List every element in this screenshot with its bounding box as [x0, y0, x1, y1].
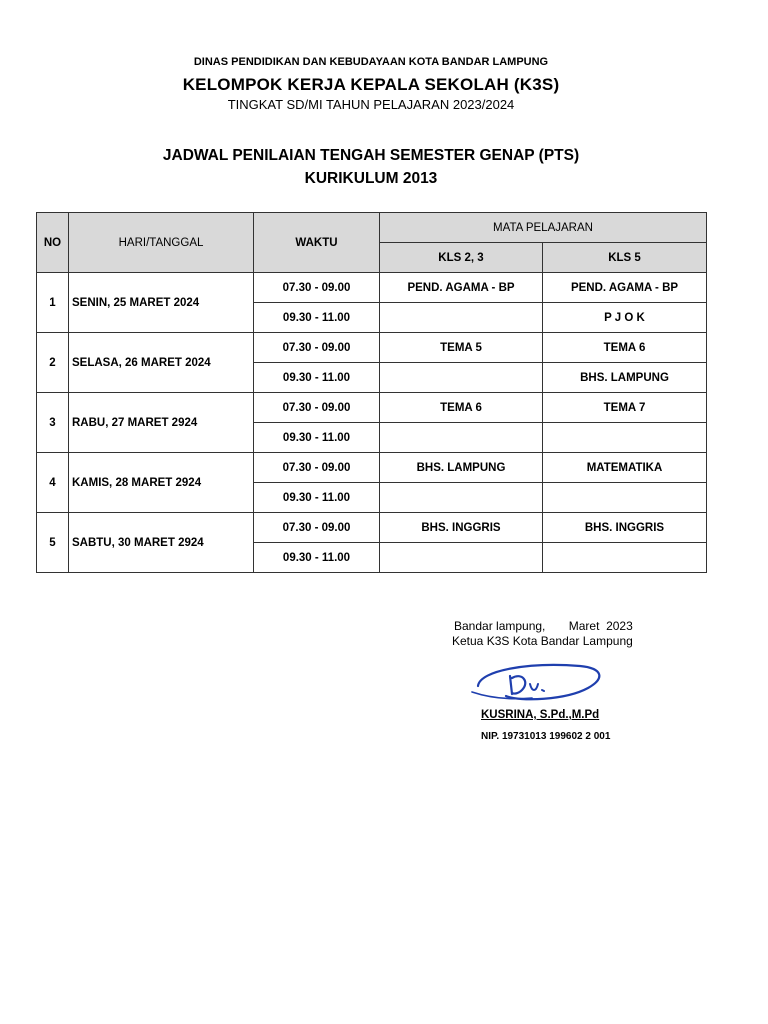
slot-time: 09.30 - 11.00 — [254, 303, 380, 333]
column-header-class-b: KLS 5 — [543, 243, 707, 273]
header-level-year: TINGKAT SD/MI TAHUN PELAJARAN 2023/2024 — [227, 97, 515, 112]
slot-subject-class-a — [380, 363, 543, 393]
table-row — [37, 513, 707, 543]
header-organization: KELOMPOK KERJA KEPALA SEKOLAH (K3S) — [182, 75, 560, 94]
slot-subject-class-b: TEMA 7 — [543, 393, 707, 423]
row-number: 2 — [37, 333, 69, 393]
slot-time: 09.30 - 11.00 — [254, 483, 380, 513]
handwritten-signature — [470, 658, 610, 708]
row-number: 1 — [37, 273, 69, 333]
slot-subject-class-a — [380, 303, 543, 333]
slot-subject-class-b — [543, 543, 707, 573]
slot-subject-class-b: PEND. AGAMA - BP — [543, 273, 707, 303]
table-row — [37, 393, 707, 423]
table-row — [37, 273, 707, 303]
column-header-class-a: KLS 2, 3 — [380, 243, 543, 273]
slot-time: 09.30 - 11.00 — [254, 423, 380, 453]
row-day: RABU, 27 MARET 2924 — [69, 393, 254, 453]
slot-subject-class-b: BHS. LAMPUNG — [543, 363, 707, 393]
row-number: 5 — [37, 513, 69, 573]
slot-subject-class-a — [380, 483, 543, 513]
slot-subject-class-b — [543, 423, 707, 453]
slot-time: 09.30 - 11.00 — [254, 363, 380, 393]
row-number: 4 — [37, 453, 69, 513]
table-row — [37, 453, 707, 483]
slot-subject-class-b: BHS. INGGRIS — [543, 513, 707, 543]
slot-subject-class-a: TEMA 6 — [380, 393, 543, 423]
slot-time: 07.30 - 09.00 — [254, 513, 380, 543]
slot-subject-class-b — [543, 483, 707, 513]
row-day: SELASA, 26 MARET 2024 — [69, 333, 254, 393]
signature-role: Ketua K3S Kota Bandar Lampung — [452, 634, 633, 648]
header-agency: DINAS PENDIDIKAN DAN KEBUDAYAAN KOTA BANDAR LAMPUNG — [193, 56, 549, 68]
document-subtitle: KURIKULUM 2013 — [304, 170, 438, 187]
slot-subject-class-a: PEND. AGAMA - BP — [380, 273, 543, 303]
row-day: SABTU, 30 MARET 2924 — [69, 513, 254, 573]
slot-subject-class-b: MATEMATIKA — [543, 453, 707, 483]
column-header-time: WAKTU — [254, 213, 380, 273]
exam-schedule-table — [36, 212, 707, 573]
column-header-subjects: MATA PELAJARAN — [380, 213, 707, 243]
column-header-day: HARI/TANGGAL — [69, 213, 254, 273]
row-day: KAMIS, 28 MARET 2924 — [69, 453, 254, 513]
slot-time: 07.30 - 09.00 — [254, 393, 380, 423]
table-header-row — [37, 213, 707, 243]
slot-subject-class-b: TEMA 6 — [543, 333, 707, 363]
slot-subject-class-a: BHS. INGGRIS — [380, 513, 543, 543]
signatory-name: KUSRINA, S.Pd.,M.Pd — [481, 709, 600, 721]
document-title: JADWAL PENILAIAN TENGAH SEMESTER GENAP (PTS) — [162, 147, 580, 164]
slot-subject-class-a: BHS. LAMPUNG — [380, 453, 543, 483]
table-row — [37, 333, 707, 363]
slot-subject-class-a — [380, 543, 543, 573]
slot-subject-class-a — [380, 423, 543, 453]
slot-time: 09.30 - 11.00 — [254, 543, 380, 573]
signatory-nip: NIP. 19731013 199602 2 001 — [481, 731, 611, 742]
slot-time: 07.30 - 09.00 — [254, 453, 380, 483]
slot-time: 07.30 - 09.00 — [254, 273, 380, 303]
row-day: SENIN, 25 MARET 2024 — [69, 273, 254, 333]
slot-time: 07.30 - 09.00 — [254, 333, 380, 363]
signature-place-date: Bandar lampung, Maret 2023 — [454, 619, 633, 633]
slot-subject-class-b: P J O K — [543, 303, 707, 333]
slot-subject-class-a: TEMA 5 — [380, 333, 543, 363]
row-number: 3 — [37, 393, 69, 453]
column-header-no: NO — [37, 213, 69, 273]
